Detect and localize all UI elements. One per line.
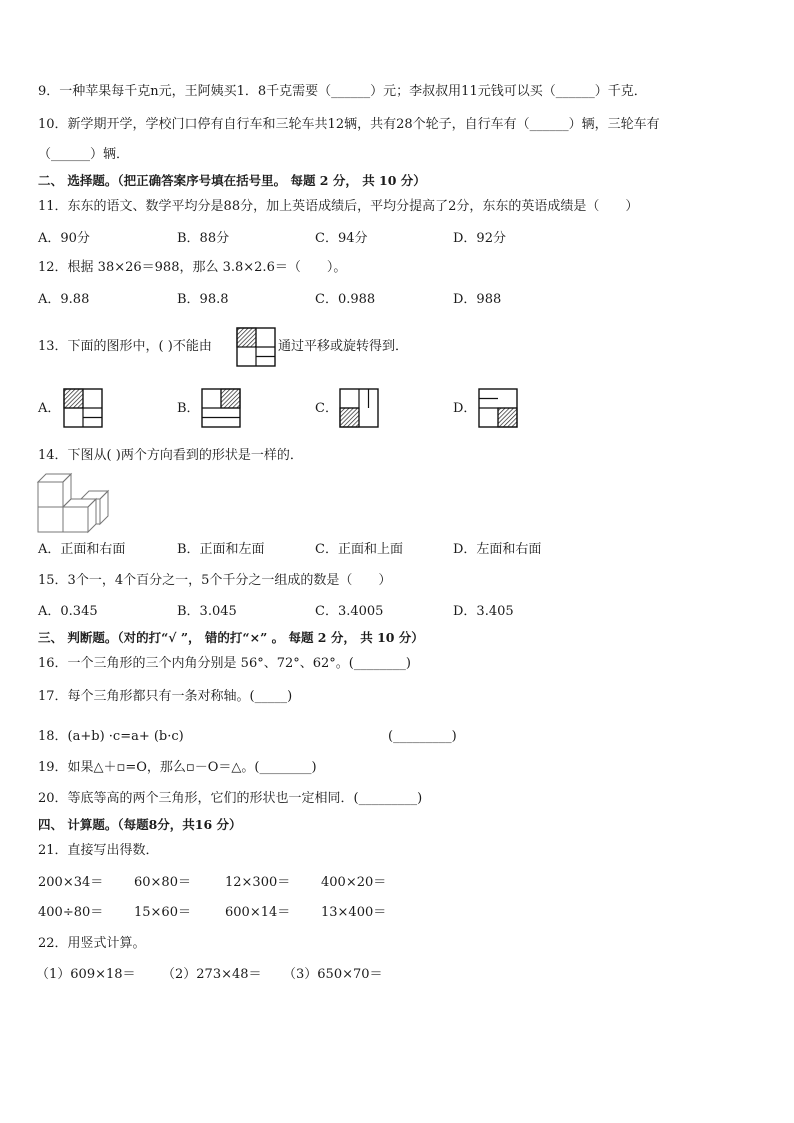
- question-21-row-2-item-2: 15×60＝: [134, 905, 191, 920]
- question-13-option-a-label: A．: [38, 401, 61, 416]
- question-22-item-2: （2）273×48＝: [162, 967, 262, 982]
- question-12-option-d: D．988: [453, 292, 502, 307]
- question-21-row-2-item-4: 13×400＝: [321, 905, 387, 920]
- question-19: 19．如果△＋▫=O，那么▫－O＝△。(________): [38, 760, 317, 775]
- question-12-stem: 12．根据 38×26＝988，那么 3.8×2.6＝（ ）。: [38, 260, 347, 275]
- question-18-statement: 18．(a+b) ·c=a+ (b·c): [38, 729, 184, 744]
- question-22-item-1: （1）609×18＝: [36, 967, 136, 982]
- question-15-option-b: B．3.045: [177, 604, 237, 619]
- question-14-stem: 14．下图从( )两个方向看到的形状是一样的．: [38, 448, 303, 463]
- question-13-reference-figure: [236, 327, 276, 367]
- question-21-row-1-item-2: 60×80＝: [134, 875, 191, 890]
- question-20: 20．等底等高的两个三角形，它们的形状也一定相同．(_________): [38, 791, 423, 806]
- question-10-line-1: 10．新学期开学，学校门口停有自行车和三轮车共12辆，共有28个轮子，自行车有（______）辆，三轮车有: [38, 117, 660, 132]
- question-13-option-b-figure: [201, 388, 241, 428]
- section-3-heading: 三、 判断题。（对的打“√ ”， 错的打“×” 。 每题 2 分， 共 10 分）: [38, 630, 424, 645]
- question-10-line-2: （______）辆．: [38, 147, 130, 162]
- question-11-stem: 11．东东的语文、数学平均分是88分，加上英语成绩后，平均分提高了2分，东东的英语成绩是（ ）: [38, 199, 639, 214]
- question-12-option-c: C．0.988: [315, 292, 376, 307]
- question-21-row-1-item-3: 12×300＝: [225, 875, 291, 890]
- question-21-row-1-item-1: 200×34＝: [38, 875, 104, 890]
- question-15-option-a: A．0.345: [38, 604, 98, 619]
- question-13-option-c-label: C．: [315, 401, 338, 416]
- question-11-option-c: C．94分: [315, 231, 368, 246]
- question-14-option-d: D．左面和右面: [453, 542, 542, 557]
- question-21-row-2-item-3: 600×14＝: [225, 905, 291, 920]
- section-2-heading: 二、 选择题。（把正确答案序号填在括号里。 每题 2 分， 共 10 分）: [38, 173, 426, 188]
- question-15-option-d: D．3.405: [453, 604, 514, 619]
- question-11-option-d: D．92分: [453, 231, 506, 246]
- question-21-stem: 21．直接写出得数．: [38, 843, 159, 858]
- question-11-option-b: B．88分: [177, 231, 230, 246]
- question-21-row-2-item-1: 400÷80＝: [38, 905, 104, 920]
- question-13-option-d-label: D．: [453, 401, 477, 416]
- question-13-option-d-figure: [478, 388, 518, 428]
- question-15-stem: 15．3个一，4个百分之一，5个千分之一组成的数是（ ）: [38, 573, 392, 588]
- question-13-option-c-figure: [339, 388, 379, 428]
- question-13-option-a-figure: [63, 388, 103, 428]
- question-14-option-b: B．正面和左面: [177, 542, 265, 557]
- section-4-heading: 四、 计算题。（每题8分，共16 分）: [38, 817, 242, 832]
- question-12-option-b: B．98.8: [177, 292, 229, 307]
- question-14-option-c: C．正面和上面: [315, 542, 403, 557]
- question-9: 9．一种苹果每千克n元，王阿姨买1．8千克需要（______）元；李叔叔用11元钱可以买（______）千克．: [38, 84, 647, 99]
- question-16: 16．一个三角形的三个内角分别是 56°、72°、62°。(________): [38, 656, 411, 671]
- question-13-stem-before: 13．下面的图形中，( )不能由: [38, 339, 212, 354]
- question-14-option-a: A．正面和右面: [38, 542, 126, 557]
- question-17: 17．每个三角形都只有一条对称轴。(_____): [38, 689, 293, 704]
- question-15-option-c: C．3.4005: [315, 604, 384, 619]
- question-13-option-b-label: B．: [177, 401, 200, 416]
- question-22-item-3: （3）650×70＝: [283, 967, 383, 982]
- question-12-option-a: A．9.88: [38, 292, 90, 307]
- question-22-stem: 22．用竖式计算。: [38, 936, 146, 951]
- question-13-stem-after: 通过平移或旋转得到．: [278, 339, 409, 354]
- question-21-row-1-item-4: 400×20＝: [321, 875, 387, 890]
- question-14-cube-figure: [36, 472, 110, 534]
- question-18-answer-blank: (_________): [388, 729, 457, 744]
- question-11-option-a: A．90分: [38, 231, 90, 246]
